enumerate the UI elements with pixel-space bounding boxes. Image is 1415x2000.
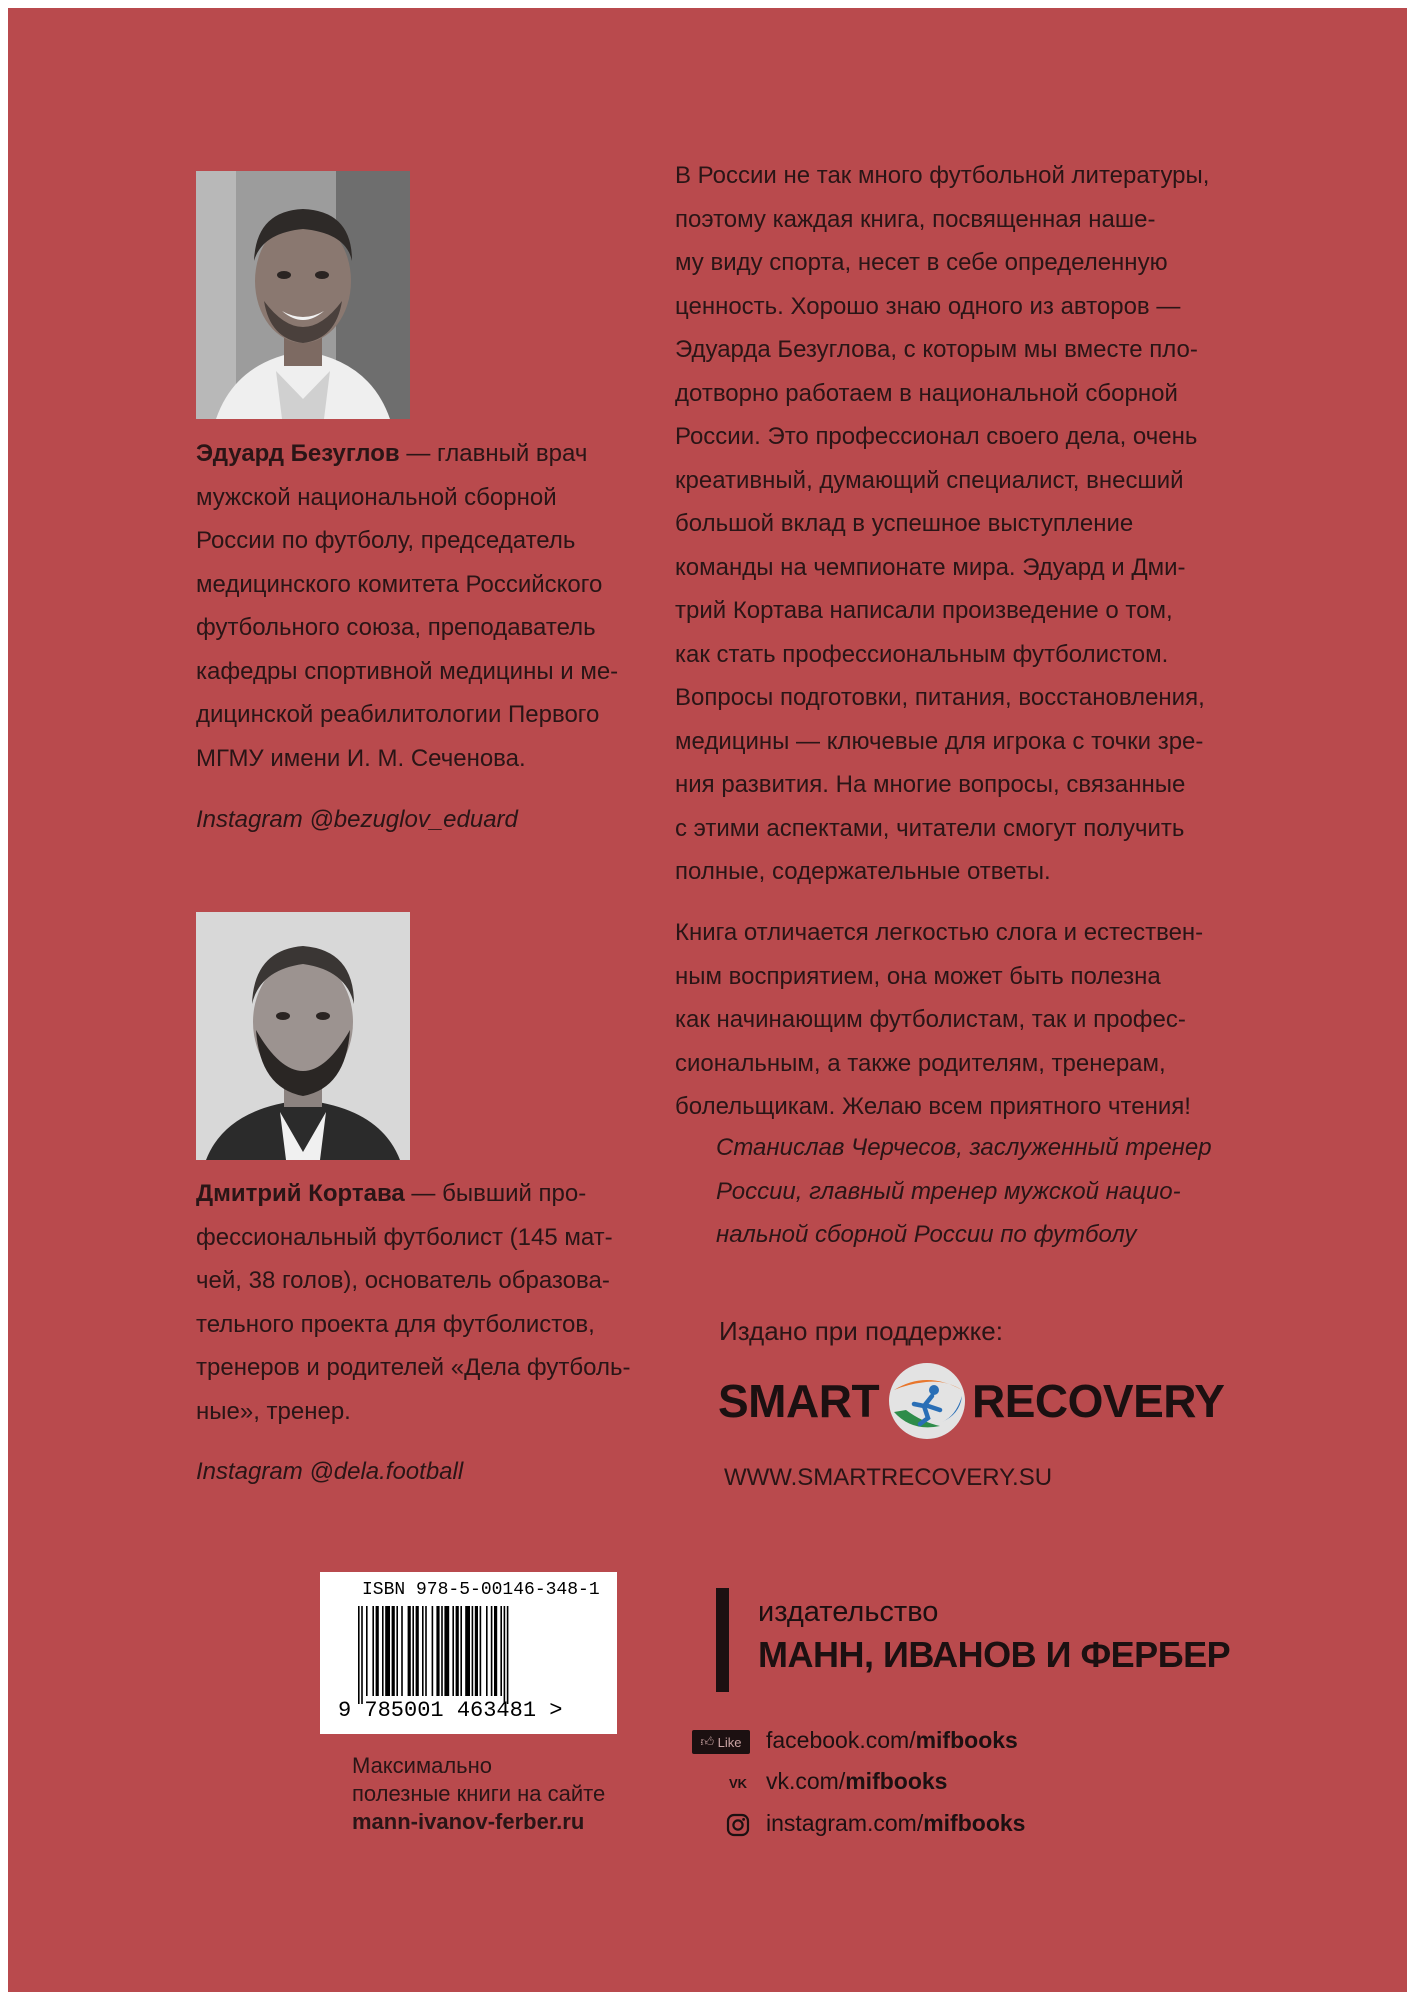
quote-line: В России не так много футбольной литературы, (675, 162, 1210, 189)
quote-line: как начинающим футболистам, так и профес- (675, 1006, 1186, 1033)
barcode-bar (385, 1606, 390, 1696)
barcode-bar (401, 1606, 403, 1696)
bio-line: — главный врач (399, 440, 588, 467)
barcode-bar (358, 1606, 360, 1704)
author2-name: Дмитрий Кортава (196, 1180, 405, 1207)
barcode-bar (491, 1606, 493, 1696)
barcode-bar (382, 1606, 384, 1696)
barcode-bar (372, 1606, 374, 1696)
quote-line: России. Это профессионал своего дела, очень (675, 423, 1198, 450)
quote-line: болельщикам. Желаю всем приятного чтения! (675, 1093, 1191, 1120)
quote-line: команды на чемпионате мира. Эдуард и Дми- (675, 553, 1186, 581)
bio-line: России по футболу, председатель (196, 527, 576, 554)
quote-line: Вопросы подготовки, питания, восстановления, (675, 684, 1205, 711)
bio-line: — бывший про- (404, 1180, 587, 1207)
quote-line: как стать профессиональным футболистом. (675, 640, 1169, 668)
author1-instagram: Instagram @bezuglov_eduard (196, 806, 518, 833)
isbn-label: ISBN 978-5-00146-348-1 (362, 1580, 600, 1600)
book-back-cover (8, 8, 1407, 1992)
quote-line: ценность. Хорошо знаю одного из авторов — (675, 292, 1181, 320)
logo-word-recovery: RECOVERY (972, 1375, 1225, 1427)
signature-line: России, главный тренер мужской нацио- (716, 1177, 1181, 1205)
bio-line: дицинской реабилитологии Первого (196, 701, 600, 728)
quote-line: му виду спорта, несет в себе определенную (675, 249, 1168, 276)
author1-photo (196, 171, 410, 419)
barcode-bar (441, 1606, 443, 1696)
quote-line: медицины — ключевые для игрока с точки зре- (675, 727, 1204, 755)
barcode-bar (494, 1606, 497, 1696)
barcode-bar (366, 1606, 368, 1696)
social-handle: mifbooks (845, 1768, 948, 1794)
author2-photo (196, 912, 410, 1160)
quote-line: сиональным, а также родителям, тренерам, (675, 1049, 1166, 1077)
facebook-link[interactable] (692, 1725, 1092, 1759)
instagram-icon (726, 1813, 750, 1837)
barcode-bar (422, 1606, 424, 1696)
social-handle: mifbooks (915, 1727, 1018, 1753)
smart-recovery-logo (718, 1360, 1225, 1440)
site-tagline (352, 1752, 672, 1836)
barcode-bar (456, 1606, 459, 1696)
sponsor-url[interactable]: WWW.SMARTRECOVERY.SU (724, 1464, 1053, 1491)
instagram-link[interactable] (692, 1808, 1092, 1842)
quote-line: с этими аспектами, читатели смогут получить (675, 814, 1185, 842)
barcode-bar (460, 1606, 462, 1696)
barcode-bar (480, 1606, 482, 1696)
bio-line: ные», тренер. (196, 1397, 351, 1425)
bio-line: МГМУ имени И. М. Сеченова. (196, 744, 526, 772)
signature-line: нальной сборной России по футболу (716, 1221, 1137, 1248)
signature-line: Станислав Черчесов, заслуженный тренер (716, 1134, 1212, 1161)
barcode-bar (475, 1606, 478, 1696)
bio-line: кафедры спортивной медицины и ме- (196, 657, 619, 685)
quote-line: ния развития. На многие вопросы, связанные (675, 771, 1186, 798)
quote-line: поэтому каждая книга, посвященная наше- (675, 205, 1156, 233)
tagline-line: полезные книги на сайте (352, 1781, 606, 1806)
bio-line: чей, 38 голов), основатель образова- (196, 1267, 610, 1294)
barcode-bar (472, 1606, 474, 1696)
barcode-digits: 9 785001 463481 > (338, 1698, 563, 1723)
barcode-bar (500, 1606, 502, 1696)
quote-line: креативный, думающий специалист, внесший (675, 466, 1184, 494)
bio-line: тельного проекта для футболистов, (196, 1310, 595, 1338)
author2-instagram: Instagram @dela.football (196, 1458, 464, 1485)
support-text: Издано при поддержке: (719, 1316, 1003, 1346)
barcode-bar (392, 1606, 395, 1696)
author2-bio (196, 1172, 636, 1433)
barcode-bar (408, 1606, 411, 1696)
barcode-bar (452, 1606, 454, 1696)
runner-emblem-icon (886, 1360, 968, 1442)
quote-signature (716, 1126, 1216, 1257)
social-handle: mifbooks (923, 1810, 1026, 1836)
barcode-bar (486, 1606, 488, 1696)
bio-line: фессиональный футболист (145 мат- (196, 1223, 613, 1251)
quote-line: Эдуарда Безуглова, с которым мы вместе пло- (675, 336, 1198, 363)
quote-paragraph-2 (675, 911, 1215, 1129)
barcode-bar (504, 1606, 506, 1704)
quote-line: трий Кортава написали произведение о том, (675, 597, 1173, 624)
author1-bio (196, 432, 636, 780)
publisher-label: издательство (758, 1596, 939, 1628)
barcode-bar (416, 1606, 419, 1696)
quote-paragraph-1 (675, 154, 1215, 894)
bio-line: тренеров и родителей «Дела футболь- (196, 1354, 631, 1381)
author1-name: Эдуард Безуглов (196, 440, 400, 467)
logo-word-smart: SMART (718, 1375, 880, 1427)
barcode-bar (376, 1606, 379, 1696)
publisher-site-link[interactable]: mann-ivanov-ferber.ru (352, 1809, 585, 1834)
barcode-bar (412, 1606, 414, 1696)
barcode-bar (507, 1606, 509, 1704)
bracket-icon (716, 1588, 729, 1692)
barcode-bar (465, 1606, 470, 1696)
barcode-bar (436, 1606, 439, 1696)
social-prefix: vk.com/ (766, 1768, 846, 1794)
facebook-like-icon: 👍︎ Like (692, 1730, 750, 1754)
barcode-bar (432, 1606, 434, 1696)
vk-link[interactable] (692, 1766, 1092, 1800)
tagline-line: Максимально (352, 1753, 493, 1778)
quote-line: дотворно работаем в национальной сборной (675, 379, 1178, 407)
barcode-bar (425, 1606, 427, 1696)
barcode-bar (444, 1606, 449, 1696)
quote-line: полные, содержательные ответы. (675, 858, 1051, 885)
barcode-bar (396, 1606, 398, 1696)
isbn-barcode (320, 1572, 617, 1734)
vk-icon: VK (728, 1775, 748, 1791)
bio-line: мужской национальной сборной (196, 483, 557, 511)
social-prefix: facebook.com/ (766, 1727, 916, 1753)
quote-line: ным восприятием, она может быть полезна (675, 962, 1161, 990)
quote-line: большой вклад в успешное выступление (675, 510, 1134, 537)
barcode-bar (361, 1606, 363, 1704)
quote-line: Книга отличается легкостью слога и естествен- (675, 919, 1204, 946)
bio-line: медицинского комитета Российского (196, 570, 603, 598)
social-prefix: instagram.com/ (766, 1810, 924, 1836)
barcode-bars (358, 1606, 580, 1704)
publisher-name: МАНН, ИВАНОВ И ФЕРБЕР (758, 1634, 1231, 1675)
bio-line: футбольного союза, преподаватель (196, 614, 596, 641)
